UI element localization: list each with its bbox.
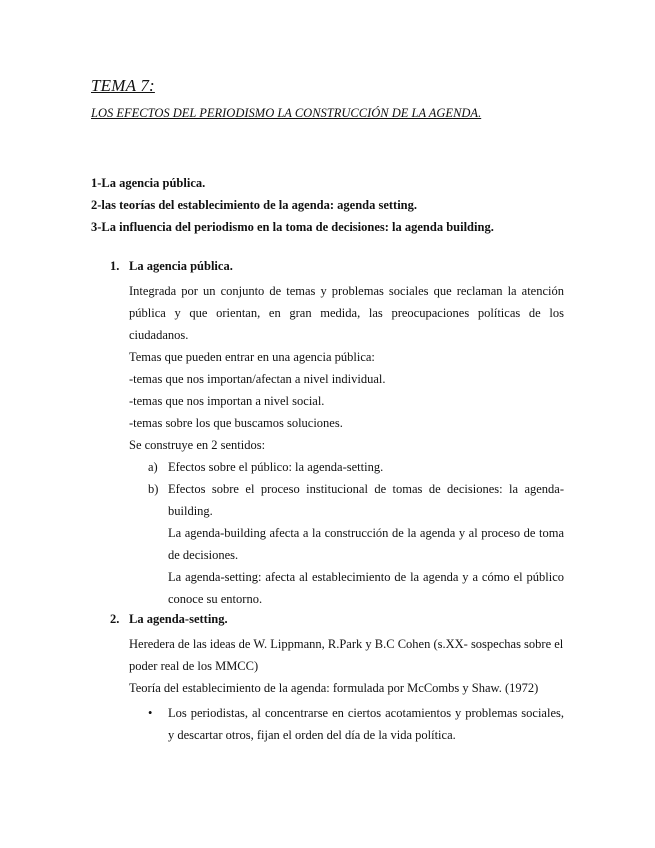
topics-label: Temas que pueden entrar en una agencia pública: — [129, 350, 375, 364]
topic-item: -temas que nos importan/afectan a nivel individual. — [129, 372, 386, 386]
topic-item: -temas sobre los que buscamos soluciones. — [129, 416, 343, 430]
toc-item: 1-La agencia pública. — [91, 176, 206, 190]
section-2-para2: Teoría del establecimiento de la agenda: formulada por McCombs y Shaw. (1972) — [129, 681, 539, 695]
list-item — [148, 478, 568, 522]
list-item — [148, 456, 568, 478]
section-1-intro: Integrada por un conjunto de temas y problemas sociales que reclaman la atención pública y que orientan, en gran medida, las preocupaciones políticas de los ciudadanos. — [129, 284, 564, 342]
section-heading: La agenda-setting. — [129, 612, 228, 626]
section-1-topics — [129, 346, 564, 456]
note-agenda-building: La agenda-building afecta a la construcción de la agenda y al proceso de toma de decisiones. — [168, 526, 564, 562]
sub-list — [148, 456, 568, 610]
topic-item: -temas que nos importan a nivel social. — [129, 394, 325, 408]
note-agenda-setting: La agenda-setting: afecta al establecimiento de la agenda y a cómo el público conoce su entorno. — [168, 570, 564, 606]
section-heading: La agencia pública. — [129, 259, 233, 273]
section-2-para1: Heredera de las ideas de W. Lippmann, R.Park y B.C Cohen (s.XX- sospechas sobre el poder real de los MMCC) — [129, 637, 564, 673]
table-of-contents — [91, 172, 571, 238]
built-label: Se construye en 2 sentidos: — [129, 438, 266, 452]
list-marker: a) — [148, 460, 158, 474]
list-marker: b) — [148, 482, 159, 496]
page-title: TEMA 7: — [91, 76, 155, 95]
toc-item: 3-La influencia del periodismo en la toma de decisiones: la agenda building. — [91, 220, 494, 234]
section-number: 2. — [110, 612, 120, 626]
page-subtitle: LOS EFECTOS DEL PERIODISMO LA CONSTRUCCIÓN DE LA AGENDA. — [91, 106, 482, 120]
bullet-text: Los periodistas, al concentrarse en ciertos acotamientos y problemas sociales, y descartar otros, fijan el orden del día de la vida política. — [168, 706, 564, 742]
toc-item: 2-las teorías del establecimiento de la agenda: agenda setting. — [91, 198, 418, 212]
section-number: 1. — [110, 259, 120, 273]
list-text: Efectos sobre el proceso institucional de tomas de decisiones: la agenda-building. — [168, 482, 564, 518]
bullet-marker: • — [148, 706, 153, 720]
list-text: Efectos sobre el público: la agenda-setting. — [168, 460, 384, 474]
